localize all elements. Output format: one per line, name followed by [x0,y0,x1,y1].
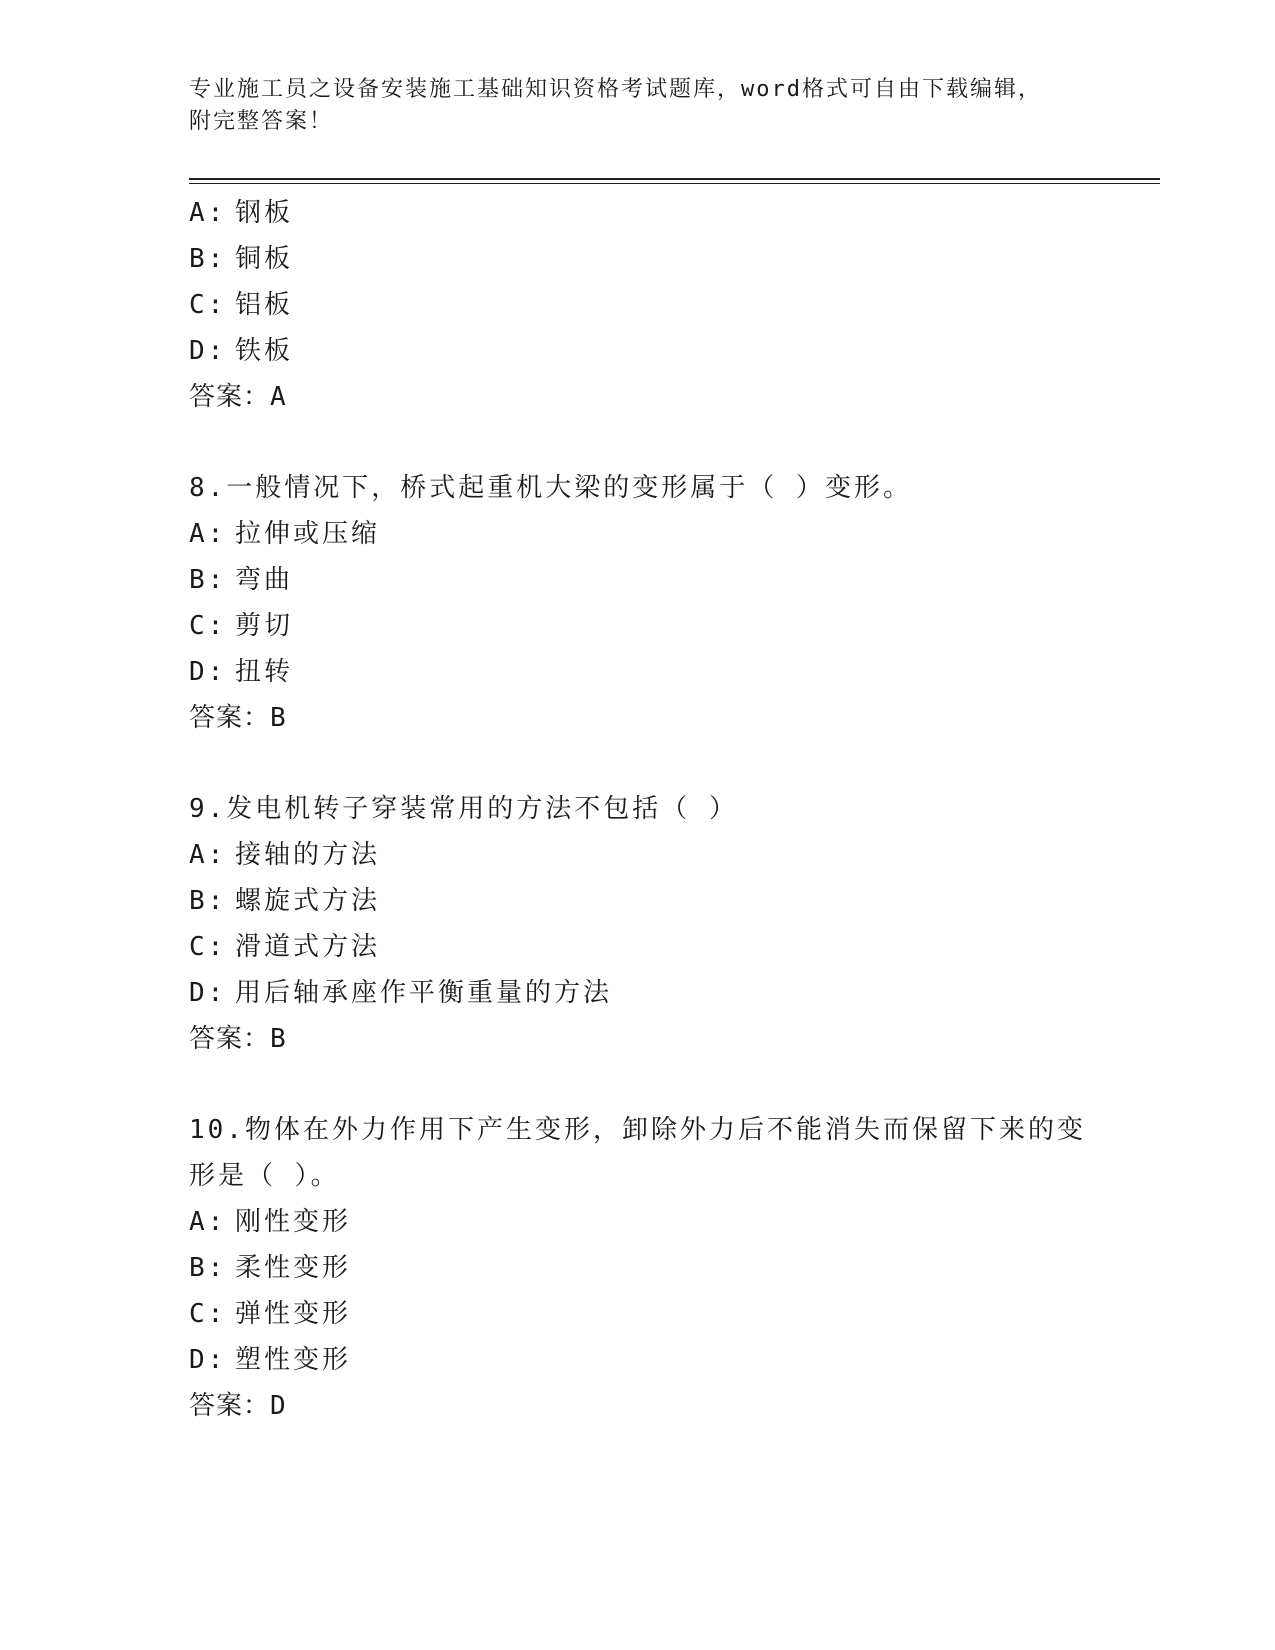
question-text-line-1: 10.物体在外力作用下产生变形，卸除外力后不能消失而保留下来的变 [189,1115,1086,1145]
option-letter: D: [189,1345,227,1375]
answer-label: 答案： [189,1391,271,1421]
option-text: 铜板 [235,244,294,274]
question-text: 8.一般情况下，桥式起重机大梁的变形属于（ ）变形。 [189,473,912,503]
answer-line [189,1016,1089,1062]
answer-value: D [270,1391,287,1421]
question-text-line-2: 形是（ ）。 [189,1161,340,1191]
answer-value: A [270,382,287,412]
document-header [189,74,1089,138]
option-a [189,190,1089,236]
answer-line [189,695,1089,741]
header-divider-thin [189,183,1160,184]
answer-label: 答案： [189,382,271,412]
option-letter: B: [189,565,227,595]
question-list [189,190,1089,1429]
option-b [189,557,1089,603]
header-line-1: 专业施工员之设备安装施工基础知识资格考试题库，word格式可自由下载编辑， [189,77,1042,102]
option-letter: D: [189,657,227,687]
answer-value: B [270,1024,287,1054]
option-letter: C: [189,290,227,320]
option-d [189,1337,1089,1383]
option-text: 接轴的方法 [235,840,381,870]
option-a [189,1199,1089,1245]
option-c [189,924,1089,970]
option-letter: B: [189,1253,227,1283]
answer-value: B [270,703,287,733]
option-a [189,511,1089,557]
question-7 [189,190,1089,420]
option-text: 弹性变形 [235,1299,352,1329]
question-10 [189,1107,1089,1429]
option-text: 弯曲 [235,565,294,595]
option-text: 用后轴承座作平衡重量的方法 [235,978,613,1008]
option-b [189,878,1089,924]
option-text: 扭转 [235,657,294,687]
option-letter: A: [189,198,227,228]
answer-label: 答案： [189,1024,271,1054]
question-text: 9.发电机转子穿装常用的方法不包括（ ） [189,794,738,824]
option-letter: D: [189,336,227,366]
answer-line [189,1383,1089,1429]
option-letter: B: [189,244,227,274]
option-c [189,1291,1089,1337]
option-letter: C: [189,611,227,641]
option-a [189,832,1089,878]
option-b [189,236,1089,282]
option-text: 刚性变形 [235,1207,352,1237]
option-letter: D: [189,978,227,1008]
option-letter: A: [189,840,227,870]
option-letter: C: [189,1299,227,1329]
option-text: 塑性变形 [235,1345,352,1375]
header-divider [189,178,1160,180]
option-b [189,1245,1089,1291]
option-letter: B: [189,886,227,916]
option-text: 铁板 [235,336,294,366]
answer-label: 答案： [189,703,271,733]
answer-line [189,374,1089,420]
option-d [189,970,1089,1016]
option-text: 铝板 [235,290,294,320]
option-text: 柔性变形 [235,1253,352,1283]
option-text: 滑道式方法 [235,932,381,962]
question-8 [189,465,1089,741]
option-text: 剪切 [235,611,294,641]
option-text: 钢板 [235,198,294,228]
header-line-2: 附完整答案！ [189,109,334,134]
question-9 [189,786,1089,1062]
option-letter: C: [189,932,227,962]
option-d [189,649,1089,695]
option-d [189,328,1089,374]
option-text: 螺旋式方法 [235,886,381,916]
option-c [189,282,1089,328]
option-letter: A: [189,1207,227,1237]
option-c [189,603,1089,649]
option-letter: A: [189,519,227,549]
option-text: 拉伸或压缩 [235,519,381,549]
